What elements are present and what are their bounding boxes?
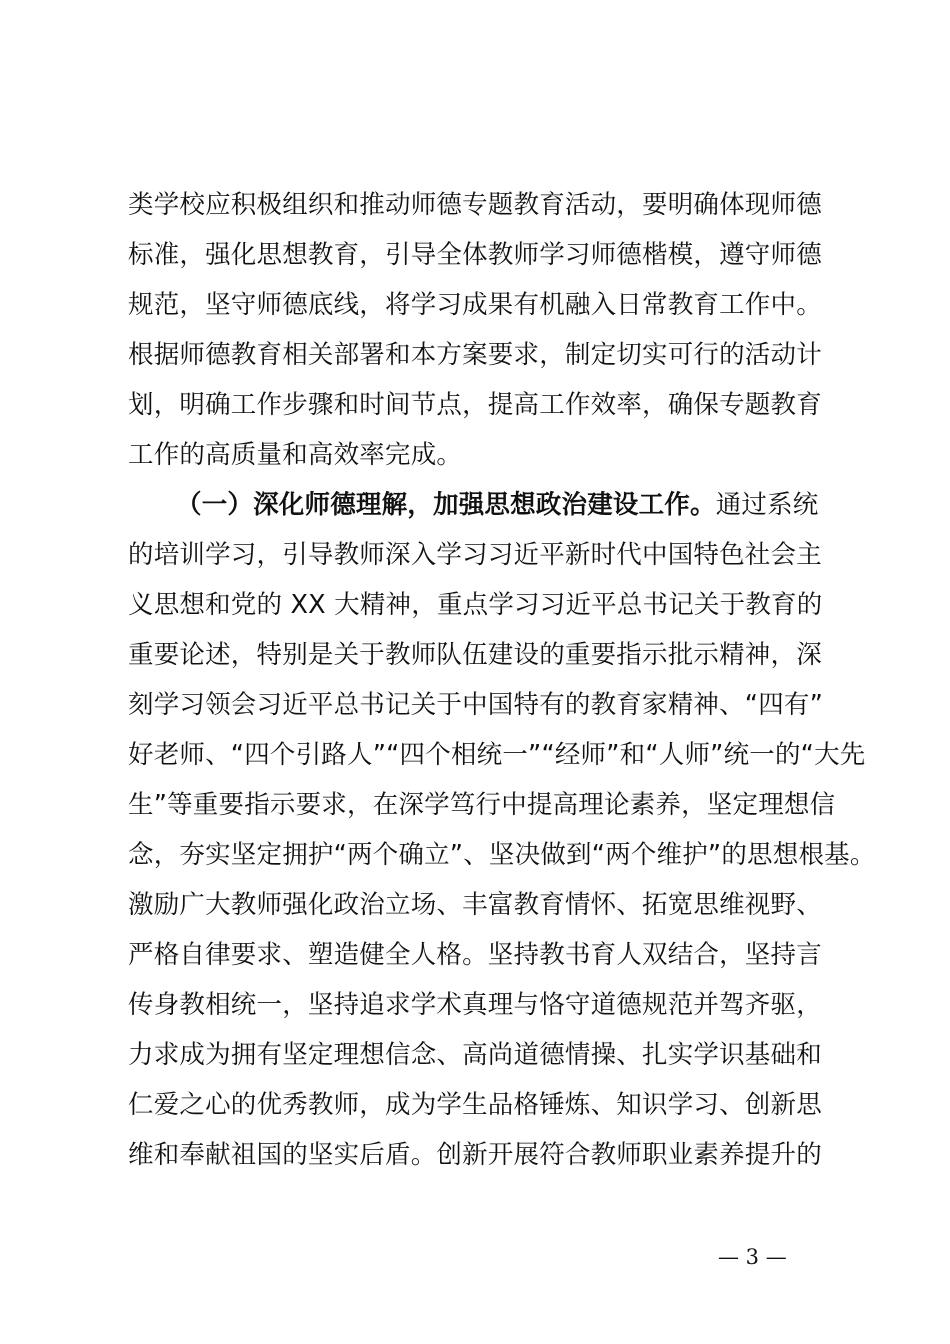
paragraph-line: 工作的高质量和高效率完成。 [128,440,463,470]
paragraph-line: 划，明确工作步骤和时间节点，提高工作效率，确保专题教育 [128,390,822,420]
paragraph-line: 根据师德教育相关部署和本方案要求，制定切实可行的活动计 [128,340,822,370]
section-heading: （一）深化师德理解，加强思想政治建设工作。 [176,490,716,520]
paragraph-line: 刻学习领会习近平总书记关于中国特有的教育家精神、“四有” [128,690,824,720]
paragraph-line: 生”等重要指示要求，在深学笃行中提高理论素养，坚定理想信 [128,790,836,820]
paragraph-line: 重要论述，特别是关于教师队伍建设的重要指示批示精神，深 [128,640,822,670]
paragraph-line: 力求成为拥有坚定理想信念、高尚道德情操、扎实学识基础和 [128,1040,822,1070]
paragraph-line: 的培训学习，引导教师深入学习习近平新时代中国特色社会主 [128,540,822,570]
paragraph-line: 仁爱之心的优秀教师，成为学生品格锤炼、知识学习、创新思 [128,1090,822,1120]
paragraph-line: 传身教相统一，坚持追求学术真理与恪守道德规范并驾齐驱， [128,990,822,1020]
section-first-line-tail: 通过系统 [715,490,819,520]
paragraph-line: 标准，强化思想教育，引导全体教师学习师德楷模，遵守师德 [128,240,822,270]
page-number: — 3 — [718,1245,787,1269]
paragraph-line: 规范，坚守师德底线，将学习成果有机融入日常教育工作中。 [128,290,822,320]
paragraph-line: 维和奉献祖国的坚实后盾。创新开展符合教师职业素养提升的 [128,1140,822,1170]
paragraph-line: 念，夯实坚定拥护“两个确立”、坚决做到“两个维护”的思想根基。 [128,840,876,870]
paragraph-line: 严格自律要求、塑造健全人格。坚持教书育人双结合，坚持言 [128,940,822,970]
paragraph-line: 激励广大教师强化政治立场、丰富教育情怀、拓宽思维视野、 [128,890,822,920]
section-first-line [176,490,819,520]
paragraph-line: 义思想和党的 XX 大精神，重点学习习近平总书记关于教育的 [128,590,823,620]
paragraph-line: 好老师、“四个引路人”“四个相统一”“经师”和“人师”统一的“大先 [128,740,866,770]
paragraph-line: 类学校应积极组织和推动师德专题教育活动，要明确体现师德 [128,190,822,220]
